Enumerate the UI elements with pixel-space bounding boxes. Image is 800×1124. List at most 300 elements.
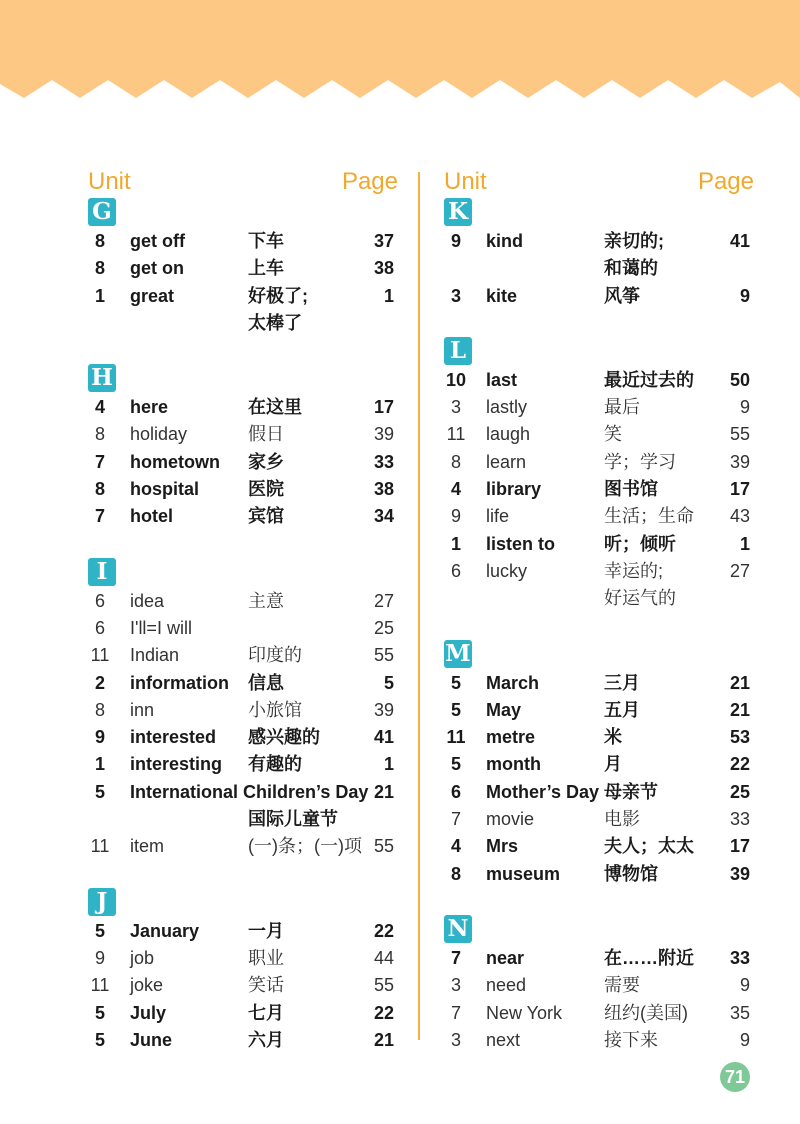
vocab-word: holiday [130,424,188,445]
column-divider [418,172,420,1040]
vocab-word: International Children’s Day [130,781,369,802]
unit-number: 7 [450,1002,461,1023]
page-ref: 9 [739,397,750,418]
page-ref: 55 [729,424,750,445]
page-ref: 43 [729,506,750,527]
section-gap [444,310,754,337]
meaning-line: 五月 [604,699,640,720]
right-column [444,168,754,1054]
unit-header: Unit [88,168,131,195]
vocab-word: joke [130,975,164,996]
vocab-meaning [248,228,368,255]
vocab-row [88,449,398,476]
page-ref: 55 [373,645,394,666]
vocab-word: Indian [130,645,180,666]
meaning-line: 幸运的; [604,560,664,581]
section-letter-badge: H [88,364,116,392]
section-gap [88,337,398,364]
vocab-row [88,670,398,697]
vocab-meaning [248,642,368,669]
vocab-word: hospital [130,479,200,500]
section-letter-badge: M [445,639,471,667]
section-gap [88,531,398,558]
vocab-row [444,779,754,806]
page-ref: 27 [729,560,750,581]
vocab-meaning [604,751,724,778]
page-ref: 17 [373,397,394,418]
meaning-line: 在这里 [248,397,302,418]
vocab-word: interesting [130,754,223,775]
vocab-word: learn [486,451,527,472]
vocab-row [444,833,754,860]
meaning-line: 印度的 [248,645,302,666]
letter-section [444,640,754,888]
vocab-row [88,588,398,615]
unit-number: 5 [450,754,461,775]
vocab-meaning [248,283,368,338]
meaning-line: 在……附近 [604,947,694,968]
meaning-line: 好极了; [248,285,308,306]
vocab-row [444,228,754,283]
vocab-meaning [248,255,368,282]
unit-number: 5 [94,920,105,941]
vocab-row [444,394,754,421]
top-banner [0,0,800,110]
vocab-row [88,476,398,503]
page-ref: 55 [373,975,394,996]
vocab-row [444,283,754,310]
page-ref: 5 [383,672,394,693]
page-ref: 22 [373,920,394,941]
page-ref: 50 [729,369,750,390]
left-column [88,168,398,1054]
meaning-line: 下车 [248,231,284,251]
unit-number: 3 [450,397,461,418]
unit-number: 11 [90,645,110,666]
vocab-row [88,255,398,282]
meaning-line: 职业 [248,947,284,968]
meaning-line: 听；倾听 [604,533,676,554]
vocab-row [88,283,398,338]
meaning-line: 家乡 [248,451,284,472]
meaning-line-2: 国际儿童节 [248,809,338,830]
vocab-row [444,1027,754,1054]
vocab-word: get on [130,258,184,279]
unit-number: 6 [450,781,461,802]
unit-number: 8 [94,231,105,251]
vocab-word: last [486,369,518,390]
page-ref: 35 [729,1002,750,1023]
vocab-meaning [248,806,368,833]
section-letter-badge: L [444,337,472,365]
meaning-line: 信息 [248,672,284,693]
vocab-word: New York [486,1002,563,1023]
vocab-row [444,945,754,972]
unit-number: 11 [446,424,466,445]
unit-number: 8 [450,863,461,884]
section-letter-badge: K [444,198,472,226]
page-ref: 53 [729,727,750,748]
meaning-line: 感兴趣的 [248,727,320,748]
vocab-word: metre [486,727,536,748]
section-gap [444,888,754,915]
column-header [444,168,754,198]
vocab-row [444,1000,754,1027]
vocab-row [444,503,754,530]
page-ref: 21 [729,672,750,693]
vocab-row [444,670,754,697]
vocab-meaning [248,503,368,530]
unit-number: 1 [94,754,105,775]
page-ref: 25 [373,617,394,638]
section-letter-badge: I [88,558,116,586]
vocab-word: here [130,397,169,418]
unit-number: 8 [94,258,105,279]
vocab-row [88,1027,398,1054]
vocab-row [444,558,754,613]
meaning-line: 最近过去的 [604,369,694,390]
page-ref: 27 [373,590,394,611]
meaning-line: 风筝 [604,285,640,306]
page-ref: 1 [383,754,394,775]
section-letter-badge: J [88,888,116,916]
vocab-meaning [604,367,724,394]
vocab-word: January [130,920,200,941]
vocab-row [88,918,398,945]
vocab-row [88,697,398,724]
vocab-word: July [130,1002,167,1023]
meaning-line: 假日 [248,424,284,445]
unit-number: 3 [450,285,461,306]
page-header: Page [341,168,398,195]
meaning-line: (一)条；(一)项 [248,836,362,857]
page-number-badge: 71 [720,1062,750,1092]
unit-header: Unit [444,168,487,195]
meaning-line: 学；学习 [604,451,676,472]
meaning-line: 月 [604,754,622,775]
section-letter-badge: N [444,915,472,943]
unit-number: 11 [90,836,110,857]
vocab-word: near [486,947,525,968]
meaning-line: 需要 [604,975,640,996]
vocab-row [88,972,398,999]
vocab-row [444,861,754,888]
vocab-meaning [604,449,724,476]
letter-section [444,198,754,310]
vocab-meaning [604,1027,724,1054]
meaning-line: 有趣的 [248,754,302,775]
vocab-meaning [604,228,724,283]
page-ref: 21 [729,699,750,720]
vocab-row [88,642,398,669]
vocab-meaning [604,558,724,613]
meaning-line: 医院 [248,479,284,500]
vocab-word: Mrs [486,836,519,857]
letter-section [444,337,754,613]
vocab-meaning [248,421,368,448]
page-ref: 38 [373,258,394,279]
meaning-line: 上车 [248,258,284,279]
meaning-line: 夫人；太太 [604,836,694,857]
vocab-meaning [604,972,724,999]
vocab-row [88,1000,398,1027]
vocab-row [444,697,754,724]
page-ref: 38 [373,479,394,500]
page-ref: 1 [739,533,750,554]
meaning-line: 电影 [604,809,640,830]
vocab-row [88,751,398,778]
meaning-line-2: 太棒了 [248,312,302,333]
vocab-word: library [486,479,542,500]
vocab-row [88,724,398,751]
page-header: Page [697,168,754,195]
unit-number: 2 [94,672,105,693]
vocab-meaning [248,918,368,945]
vocab-meaning [248,697,368,724]
vocab-meaning [604,476,724,503]
unit-number: 5 [94,1029,105,1050]
vocab-word: inn [130,699,155,720]
vocab-meaning [604,670,724,697]
vocab-word: interested [130,727,217,748]
meaning-line: 笑话 [248,975,284,996]
vocab-meaning [604,421,724,448]
page-ref: 25 [729,781,750,802]
meaning-line: 亲切的; [604,231,664,251]
unit-number: 1 [450,533,461,554]
vocab-row [444,421,754,448]
page-ref: 33 [373,451,394,472]
vocab-word: March [486,672,540,693]
vocab-meaning [248,588,368,615]
vocab-word: great [130,285,175,306]
unit-number: 4 [450,479,461,500]
unit-number: 5 [94,1002,105,1023]
vocab-word: item [130,836,165,857]
vocab-meaning [248,945,368,972]
vocab-row [88,945,398,972]
vocab-row [88,615,398,642]
vocab-word: museum [486,863,561,884]
letter-section [88,364,398,530]
vocab-meaning [604,945,724,972]
meaning-line: 纽约(美国) [604,1002,688,1023]
vocab-word: I'll=I will [130,617,192,638]
meaning-line: 六月 [248,1029,284,1050]
unit-number: 6 [94,617,105,638]
vocab-word: movie [486,809,535,830]
unit-number: 8 [94,479,105,500]
vocab-word: need [486,975,527,996]
meaning-line-2: 好运气的 [604,588,676,609]
unit-number: 3 [450,975,461,996]
page-ref: 22 [373,1002,394,1023]
unit-number: 1 [94,285,105,306]
vocab-row [444,476,754,503]
vocab-word: get off [130,231,185,251]
vocab-meaning [248,449,368,476]
unit-number: 6 [94,590,105,611]
meaning-line: 母亲节 [604,781,658,802]
meaning-line: 七月 [248,1002,284,1023]
unit-number: 8 [94,699,105,720]
vocab-meaning [248,724,368,751]
meaning-line: 三月 [604,672,640,693]
page-ref: 39 [373,424,394,445]
vocab-row [444,367,754,394]
vocab-row [444,972,754,999]
unit-number: 7 [94,451,105,472]
section-gap [88,861,398,888]
unit-number: 8 [450,451,461,472]
vocab-row [88,421,398,448]
unit-number: 9 [94,727,105,748]
vocab-meaning [248,1027,368,1054]
vocab-word: job [130,947,155,968]
unit-number: 6 [450,560,461,581]
vocab-row [88,779,398,834]
page-ref: 39 [373,699,394,720]
vocab-meaning [604,1000,724,1027]
meaning-line: 笑 [604,424,622,445]
meaning-line: 图书馆 [604,479,658,500]
page-ref: 1 [383,285,394,306]
meaning-line: 一月 [248,920,284,941]
vocab-meaning [604,697,724,724]
vocab-meaning [604,724,724,751]
page-ref: 39 [729,863,750,884]
vocab-word: hometown [130,451,220,472]
vocab-meaning [248,833,368,860]
meaning-line: 宾馆 [248,506,284,527]
unit-number: 11 [90,975,110,996]
vocab-meaning [604,283,724,310]
page-ref: 9 [739,975,750,996]
unit-number: 10 [445,369,467,390]
unit-number: 11 [446,727,466,748]
letter-section [88,198,398,337]
page-ref: 33 [729,947,750,968]
vocab-meaning [604,394,724,421]
vocab-row [444,751,754,778]
vocab-word: idea [130,590,165,611]
vocab-row [444,806,754,833]
page-ref: 34 [373,506,394,527]
vocab-meaning [604,779,724,806]
vocab-word: lastly [486,397,528,418]
vocab-word: June [130,1029,173,1050]
unit-number: 5 [94,781,105,802]
vocab-word: life [486,506,510,527]
letter-section [88,888,398,1054]
vocab-row [88,228,398,255]
vocab-meaning [604,806,724,833]
vocab-row [88,503,398,530]
vocab-word: May [486,699,522,720]
unit-number: 8 [94,424,105,445]
meaning-line: 博物馆 [604,863,658,884]
vocab-word: next [486,1029,521,1050]
vocab-word: month [486,754,541,775]
unit-number: 4 [94,397,105,418]
vocab-word: hotel [130,506,173,527]
vocab-row [88,833,398,860]
page-ref: 33 [729,809,750,830]
page-ref: 41 [373,727,394,748]
unit-number: 5 [450,672,461,693]
vocab-meaning [604,531,724,558]
meaning-line: 接下来 [604,1029,658,1050]
meaning-line: 米 [604,727,622,748]
letter-section [88,558,398,861]
right-sections [444,198,754,1054]
page-ref: 39 [729,451,750,472]
vocab-meaning [248,394,368,421]
vocab-row [444,531,754,558]
vocab-row [444,449,754,476]
meaning-line: 最后 [604,397,640,418]
page-ref: 9 [739,1029,750,1050]
page-ref: 21 [373,781,394,802]
vocab-row [88,394,398,421]
vocab-meaning [604,833,724,860]
page-ref: 37 [373,231,394,251]
vocab-word: kite [486,285,518,306]
unit-number: 9 [450,506,461,527]
page-ref: 21 [373,1029,394,1050]
vocab-row [444,724,754,751]
vocab-meaning [248,476,368,503]
page-ref: 41 [729,231,750,251]
column-header [88,168,398,198]
vocab-word: information [130,672,229,693]
unit-number: 7 [94,506,105,527]
vocab-meaning [604,503,724,530]
page-ref: 17 [729,479,750,500]
unit-number: 7 [450,947,461,968]
letter-section [444,915,754,1054]
unit-number: 9 [94,947,105,968]
vocab-meaning [248,670,368,697]
vocab-word: Mother’s Day [486,781,600,802]
page-ref: 55 [373,836,394,857]
vocab-meaning [248,1000,368,1027]
section-gap [444,613,754,640]
vocab-meaning [248,751,368,778]
unit-number: 5 [450,699,461,720]
page-ref: 9 [739,285,750,306]
vocab-word: listen to [486,533,556,554]
left-sections [88,198,398,1054]
unit-number: 3 [450,1029,461,1050]
page-ref: 44 [373,947,394,968]
page-ref: 17 [729,836,750,857]
page-ref: 22 [729,754,750,775]
vocab-word: kind [486,231,524,251]
meaning-line-2: 和蔼的 [604,258,658,279]
vocab-meaning [248,972,368,999]
unit-number: 7 [450,809,461,830]
unit-number: 9 [450,231,461,251]
vocab-meaning [604,861,724,888]
vocab-word: laugh [486,424,531,445]
vocab-word: lucky [486,560,528,581]
meaning-line: 小旅馆 [248,699,302,720]
meaning-line: 生活；生命 [604,506,694,527]
section-letter-badge: G [88,198,116,226]
unit-number: 4 [450,836,461,857]
meaning-line: 主意 [248,590,284,611]
